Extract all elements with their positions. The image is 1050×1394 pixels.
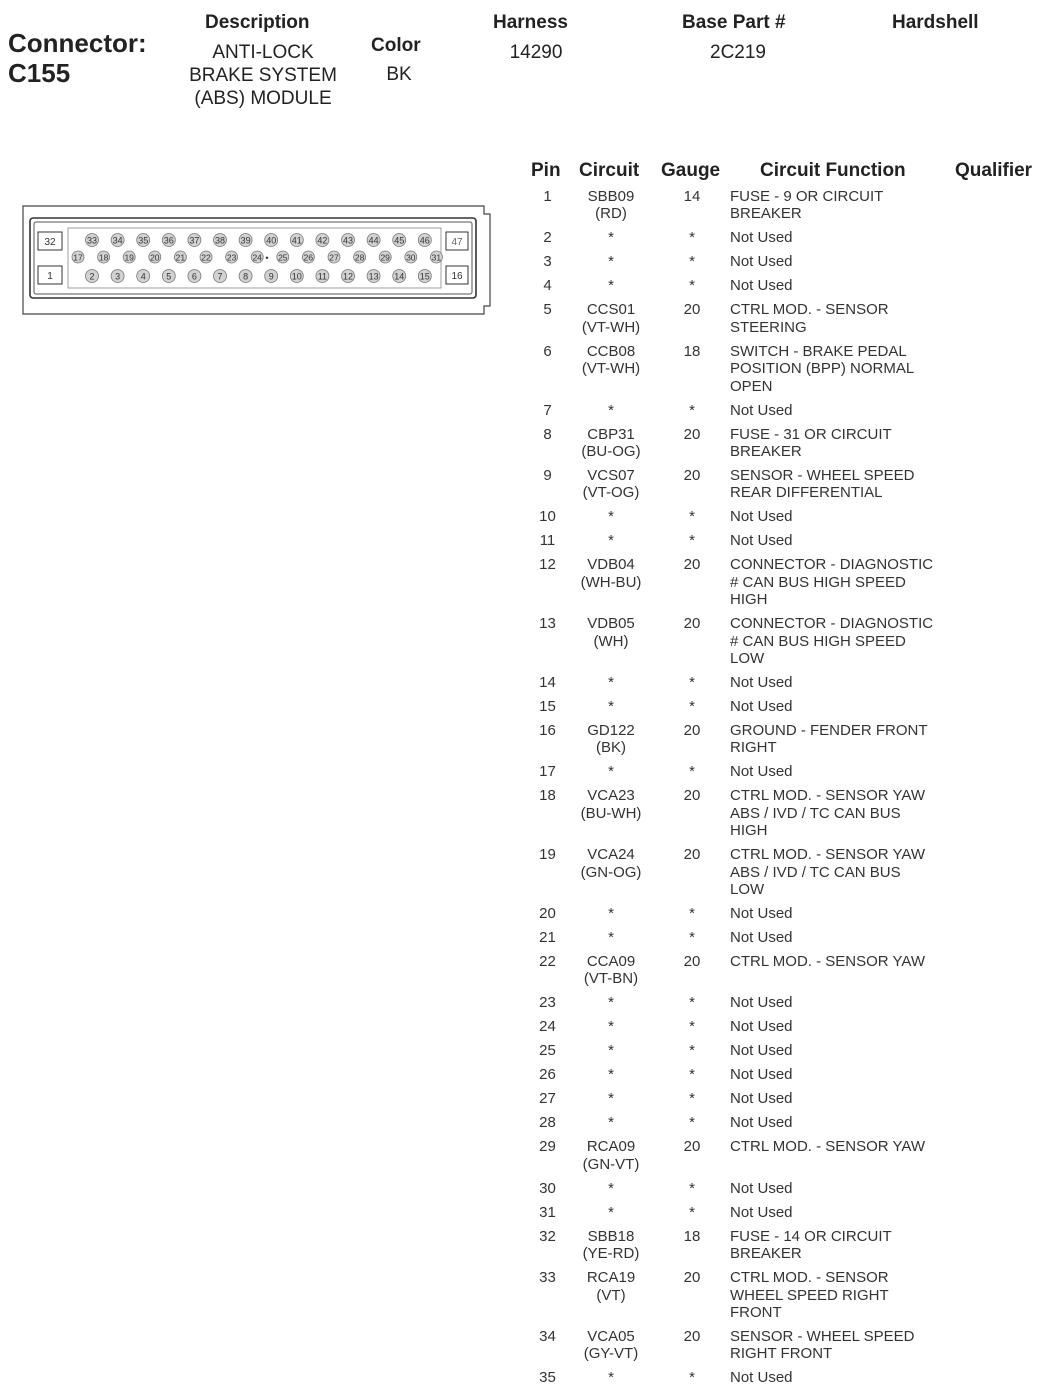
pin-row [0,277,1050,301]
connector-pin-label: 36 [163,235,174,246]
pin-gauge: 20 [683,1327,701,1345]
pin-gauge: * [689,1114,695,1132]
pin-gauge: * [689,763,695,781]
pin-circuit: * [608,277,614,295]
pin-gauge: * [689,229,695,247]
pin-row [0,508,1050,532]
pin-row [0,674,1050,698]
hardshell-label: Hardshell [892,12,979,33]
connector-pin-label: 17 [73,252,83,263]
connector-title: Connector: C155 [8,28,147,88]
pin-number: 31 [539,1203,556,1221]
pin-gauge: * [689,1066,695,1084]
pin-row [0,1328,1050,1369]
pin-gauge: * [689,1090,695,1108]
pin-table [0,188,1050,1393]
pin-row [0,698,1050,722]
pin-circuit: CCS01 (VT-WH) [581,301,641,336]
pin-number: 35 [539,1369,556,1387]
pin-gauge: * [689,277,695,295]
pin-function: Not Used [730,1090,793,1108]
pin-gauge: 20 [683,787,701,805]
pin-function: Not Used [730,229,793,247]
description-value: ANTI-LOCK BRAKE SYSTEM (ABS) MODULE [189,42,337,109]
pin-row [0,1018,1050,1042]
pin-number: 30 [539,1179,556,1197]
pin-gauge: 20 [683,466,701,484]
pin-function: Not Used [730,1066,793,1084]
pin-row [0,1042,1050,1066]
pin-number: 16 [539,721,556,739]
connector-pin-label: 20 [150,252,160,263]
pin-row [0,1180,1050,1204]
connector-pin-label: 30 [406,252,416,263]
description-label: Description [205,12,310,33]
pin-number: 2 [543,229,552,247]
pin-circuit: RCA19 (VT) [586,1269,636,1304]
pin-number: 6 [543,342,552,360]
pin-number: 7 [543,401,552,419]
connector-pin-label: 21 [175,252,186,263]
connector-pin-label: 45 [394,235,405,246]
pin-row [0,1138,1050,1179]
connector-pin-label: 41 [291,235,302,246]
pin-number: 14 [539,673,556,691]
pin-function: SWITCH - BRAKE PEDAL POSITION (BPP) NORMAL OPEN [730,342,915,395]
connector-pin-label: 23 [226,252,237,263]
pin-number: 5 [543,301,552,319]
pin-number: 34 [539,1327,556,1345]
connector-pin-label: 4 [140,271,146,282]
pin-row [0,763,1050,787]
pin-number: 20 [539,904,556,922]
connector-pin-label: 18 [98,252,109,263]
pin-circuit: RCA09 (GN-VT) [582,1138,640,1173]
connector-pin-label: 12 [342,271,354,282]
pin-gauge: * [689,253,695,271]
connector-pin-label: 3 [115,271,121,282]
pin-row [0,229,1050,253]
pin-function: CTRL MOD. - SENSOR YAW [730,1138,926,1156]
pin-function: Not Used [730,1369,793,1387]
pin-number: 19 [539,846,556,864]
pin-row [0,1090,1050,1114]
pin-circuit: * [608,1018,614,1036]
pin-circuit: * [608,1179,614,1197]
pin-row [0,1114,1050,1138]
pin-function: Not Used [730,1114,793,1132]
pin-function: CTRL MOD. - SENSOR YAW ABS / IVD / TC CAN BUS HIGH [730,787,926,840]
pin-function: Not Used [730,994,793,1012]
connector-pin-label: 29 [380,252,390,263]
pin-row [0,722,1050,763]
pin-circuit: SBB18 (YE-RD) [582,1227,640,1263]
pin-number: 33 [539,1269,556,1287]
pin-function: CONNECTOR - DIAGNOSTIC # CAN BUS HIGH SPEED LOW [730,615,934,667]
connector-pin-label: 33 [86,235,98,246]
connector-pin-label: 9 [268,271,274,282]
pin-circuit: * [608,904,614,922]
pin-number: 27 [539,1090,556,1108]
color-value: BK [386,64,412,85]
connector-pin-label: 11 [317,271,328,282]
pin-number: 28 [539,1114,556,1132]
column-header-circuit: Circuit [579,160,640,181]
pin-row [0,402,1050,426]
pin-row [0,953,1050,994]
pin-number: 25 [539,1042,556,1060]
pin-gauge: * [689,532,695,550]
pin-circuit: * [608,532,614,550]
pin-number: 1 [543,188,552,205]
pin-circuit: * [608,697,614,715]
pin-circuit: VDB04 (WH-BU) [580,556,642,591]
pin-circuit: * [608,994,614,1012]
connector-pin-label: 37 [189,235,200,246]
pin-gauge: * [689,697,695,715]
connector-pin-label: 2 [89,271,95,282]
pin-circuit: * [608,763,614,781]
pin-gauge: * [689,401,695,419]
pin-number: 17 [539,763,556,781]
pin-number: 8 [543,425,552,443]
pin-gauge: 20 [683,556,701,574]
left-bottom-pin-label: 1 [47,271,53,282]
column-header-function: Circuit Function [760,160,906,181]
pin-gauge: * [689,1369,695,1387]
connector-pin-label: 10 [291,271,302,282]
pin-circuit: CCA09 (VT-BN) [583,952,639,988]
pin-function: CTRL MOD. - SENSOR YAW ABS / IVD / TC CAN BUS LOW [730,846,926,898]
pin-gauge: * [689,673,695,691]
pin-number: 23 [539,994,556,1012]
pin-circuit: VCA24 (GN-OG) [580,846,642,881]
pin-function: Not Used [730,277,793,295]
connector-pin-label: 13 [368,271,379,282]
pin-row [0,615,1050,674]
connector-pin-label: 40 [266,235,277,246]
pin-circuit: * [608,508,614,526]
pin-circuit: CBP31 (BU-OG) [581,425,641,460]
pin-circuit: * [608,229,614,247]
pin-gauge: 20 [683,425,701,443]
pin-row [0,1204,1050,1228]
pin-circuit: * [608,253,614,271]
pin-number: 22 [539,952,556,970]
pin-number: 10 [539,508,556,526]
connector-pin-label: 34 [112,235,123,246]
pin-gauge: 20 [683,615,701,633]
pin-function: FUSE - 14 OR CIRCUIT BREAKER [730,1227,892,1263]
pin-number: 15 [539,697,556,715]
pin-row [0,846,1050,905]
pin-row [0,994,1050,1018]
connector-pin-label: 19 [124,252,134,263]
pin-number: 3 [543,253,552,271]
pin-function: SENSOR - WHEEL SPEED REAR DIFFERENTIAL [730,466,915,502]
base-part-label: Base Part # [682,12,786,33]
harness-label: Harness [493,12,568,33]
base-part-value: 2C219 [710,42,766,63]
pin-gauge: * [689,1203,695,1221]
pin-row [0,253,1050,277]
pin-function: Not Used [730,401,793,419]
pin-number: 26 [539,1066,556,1084]
connector-pin-label: 8 [243,271,249,282]
left-top-pin-label: 32 [44,237,56,248]
pin-row [0,1369,1050,1393]
pin-circuit: SBB09 (RD) [587,188,635,223]
pin-circuit: VCA05 (GY-VT) [583,1327,639,1363]
harness-value: 14290 [509,42,563,63]
connector-pin-label: 15 [419,271,430,282]
pin-gauge: 20 [683,846,701,864]
pin-row [0,556,1050,615]
connector-dot-mark: • [265,253,269,263]
pin-row [0,1066,1050,1090]
pin-row [0,532,1050,556]
pin-function: CTRL MOD. - SENSOR YAW [730,952,926,970]
pin-function: FUSE - 31 OR CIRCUIT BREAKER [730,425,892,460]
pin-gauge: 18 [683,342,701,360]
pin-gauge: 20 [683,952,701,970]
pin-number: 4 [543,277,552,295]
pin-row [0,343,1050,402]
pin-circuit: VCA23 (BU-WH) [580,787,642,822]
connector-pin-label: 42 [317,235,328,246]
connector-pin-label: 26 [303,252,314,263]
pin-circuit: * [608,1090,614,1108]
pin-gauge: * [689,904,695,922]
pin-gauge: * [689,508,695,526]
pin-function: Not Used [730,673,793,691]
pin-gauge: 20 [683,301,701,319]
pin-number: 21 [539,928,556,946]
connector-pin-label: 27 [329,252,339,263]
connector-pin-label: 46 [419,235,430,246]
right-top-pin-label: 47 [451,237,463,248]
connector-pin-label: 44 [368,235,379,246]
connector-pin-label: 25 [278,252,288,263]
pin-row [0,188,1050,229]
pin-function: Not Used [730,1042,793,1060]
pin-gauge: * [689,994,695,1012]
pin-row [0,905,1050,929]
pin-circuit: * [608,1203,614,1221]
pin-circuit: * [608,1042,614,1060]
pin-function: Not Used [730,532,793,550]
pin-circuit: * [608,1114,614,1132]
pin-gauge: * [689,1018,695,1036]
connector-pin-label: 14 [394,271,405,282]
pin-row [0,467,1050,508]
connector-pin-label: 24 [252,252,262,263]
pin-number: 12 [539,556,556,574]
pin-row [0,1269,1050,1328]
pin-row [0,787,1050,846]
connector-pin-label: 31 [431,252,442,263]
pin-gauge: * [689,1179,695,1197]
pin-function: CTRL MOD. - SENSOR WHEEL SPEED RIGHT FRONT [730,1269,889,1321]
pin-gauge: 20 [683,1269,701,1287]
connector-pin-label: 7 [217,271,223,282]
pin-number: 29 [539,1138,556,1156]
pin-circuit: * [608,673,614,691]
pin-function: Not Used [730,928,793,946]
pin-number: 11 [539,532,556,550]
pin-row [0,426,1050,467]
pin-gauge: 20 [683,1138,701,1156]
pin-function: Not Used [730,697,793,715]
pin-gauge: 14 [683,188,701,205]
pin-gauge: 18 [683,1227,701,1245]
connector-pin-label: 28 [354,252,365,263]
pin-number: 13 [539,615,556,633]
pin-circuit: * [608,1369,614,1387]
pin-number: 24 [539,1018,556,1036]
pin-circuit: VDB05 (WH) [587,615,635,650]
pin-gauge: 20 [683,721,701,739]
pin-circuit: GD122 (BK) [587,721,635,757]
pin-function: Not Used [730,253,793,271]
pin-row [0,1228,1050,1269]
column-header-gauge: Gauge [661,160,721,181]
pin-circuit: VCS07 (VT-OG) [582,466,640,502]
pin-function: Not Used [730,508,793,526]
connector-pin-label: 39 [240,235,251,246]
column-header-pin: Pin [531,160,561,181]
pin-function: Not Used [730,904,793,922]
pin-function: SENSOR - WHEEL SPEED RIGHT FRONT [730,1327,915,1363]
connector-pin-label: 38 [214,235,226,246]
color-label: Color [371,35,421,56]
connector-pin-label: 6 [191,271,197,282]
connector-pin-label: 35 [138,235,149,246]
pin-function: Not Used [730,1018,793,1036]
pin-function: FUSE - 9 OR CIRCUIT BREAKER [730,188,884,223]
connector-pin-label: 22 [201,252,211,263]
pin-function: Not Used [730,1203,793,1221]
pin-row [0,929,1050,953]
pin-function: CTRL MOD. - SENSOR STEERING [730,301,889,336]
pin-number: 32 [539,1227,556,1245]
pin-row [0,301,1050,342]
pin-number: 9 [543,466,552,484]
pin-function: Not Used [730,1179,793,1197]
pin-circuit: * [608,1066,614,1084]
pin-number: 18 [539,787,556,805]
connector-pin-label: 43 [342,235,354,246]
pin-function: GROUND - FENDER FRONT RIGHT [730,721,928,757]
connector-pin-label: 5 [166,271,172,282]
right-bottom-pin-label: 16 [451,271,463,282]
pin-circuit: * [608,928,614,946]
pin-circuit: * [608,401,614,419]
pin-circuit: CCB08 (VT-WH) [581,342,641,378]
pin-gauge: * [689,1042,695,1060]
pin-function: CONNECTOR - DIAGNOSTIC # CAN BUS HIGH SPEED HIGH [730,556,934,609]
pin-function: Not Used [730,763,793,781]
column-header-qualifier: Qualifier [955,160,1033,181]
pin-gauge: * [689,928,695,946]
